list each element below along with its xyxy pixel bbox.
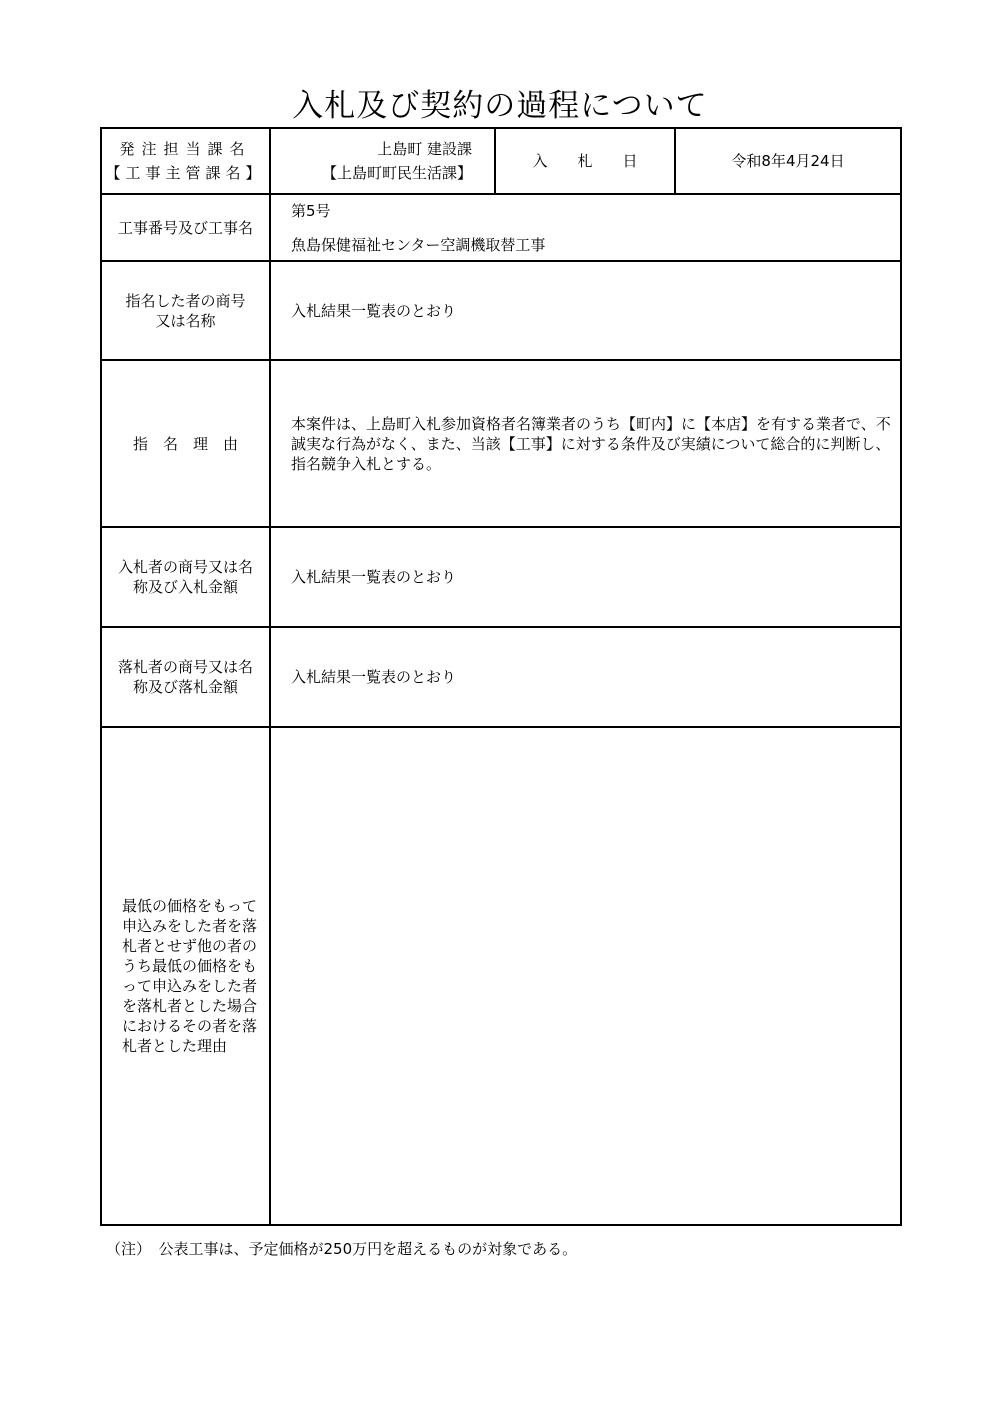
row-lowest-price-reason [101,727,901,1225]
nominees-label: 指名した者の商号又は名称 [101,261,270,360]
work-name: 魚島保健福祉センター空調機取替工事 [291,235,546,254]
nominees-value: 入札結果一覧表のとおり [270,261,901,360]
bid-process-table [100,127,902,1226]
bid-date-label: 入 札 日 [495,128,675,194]
bidders-label: 入札者の商号又は名称及び入札金額 [101,527,270,627]
nomination-reason-value: 本案件は、上島町入札参加資格者名簿業者のうち【町内】に【本店】を有する業者で、不誠実な行為がなく、また、当該【工事】に対する条件及び実績について総合的に判断し、指名競争入札とする。 [270,360,901,527]
row-work [101,194,901,261]
nomination-reason-label: 指 名 理 由 [101,360,270,527]
row-nominees [101,261,901,360]
lowest-price-reason-value [270,727,901,1225]
row-winner [101,627,901,727]
department-value-cell [270,128,495,194]
page-title: 入札及び契約の過程について [292,88,708,124]
bidders-value: 入札結果一覧表のとおり [270,527,901,627]
winner-value: 入札結果一覧表のとおり [270,627,901,727]
ordering-department-value: 上島町 建設課 [377,140,472,158]
row-reason [101,360,901,527]
department-label-cell [101,128,270,194]
managing-department-label: 【工事主管課名】 [105,164,266,182]
work-label: 工事番号及び工事名 [101,194,270,261]
row-department [101,128,901,194]
row-bidders [101,527,901,627]
ordering-department-label: 発注担当課名 [119,140,252,158]
managing-department-value: 【上島町町民生活課】 [321,164,472,182]
work-value-cell [270,194,901,261]
work-number: 第5号 [291,201,331,220]
winner-label: 落札者の商号又は名称及び落札金額 [101,627,270,727]
bid-date-value: 令和8年4月24日 [675,128,901,194]
lowest-price-reason-label: 最低の価格をもって申込みをした者を落札者とせず他の者のうち最低の価格をもって申込みをした者を落札者とした場合におけるその者を落札者とした理由 [101,727,270,1225]
footnote: （注） 公表工事は、予定価格が250万円を超えるものが対象である。 [106,1240,578,1258]
